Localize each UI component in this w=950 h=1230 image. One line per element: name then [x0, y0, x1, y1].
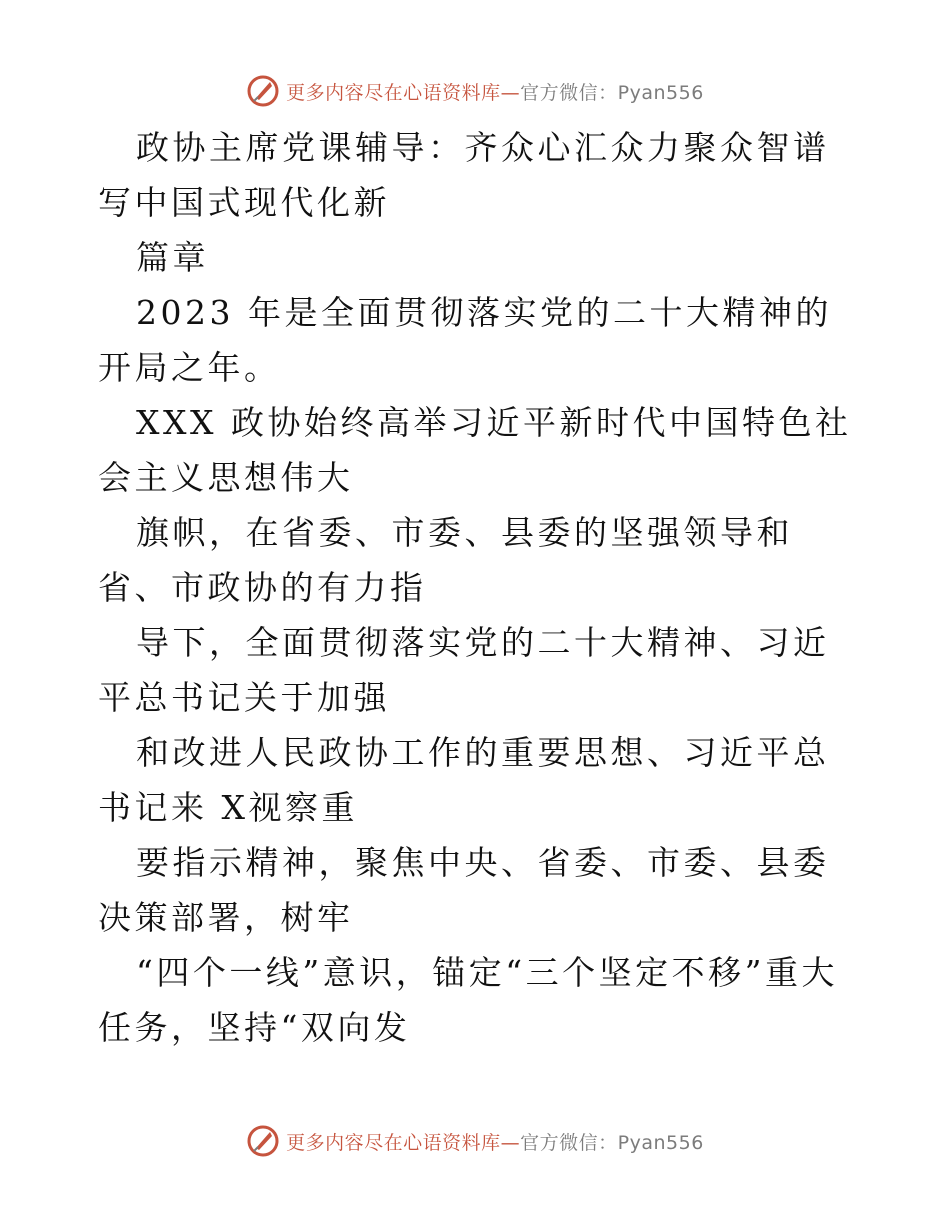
paragraph-line: 来 X视察重 [171, 788, 358, 827]
header-banner-suffix: 官方微信：Pyan556 [520, 81, 704, 104]
paragraph [98, 725, 858, 835]
paragraph-line: 导下，全面贯彻落实党的二十大精神、习近平总 [98, 623, 830, 717]
quill-logo-icon [246, 74, 280, 108]
paragraph-line: 和改进人民政协工作的重要思想、习近平总书记 [98, 733, 830, 827]
paragraph [98, 615, 858, 725]
paragraph-line: 国式现代化新 [171, 183, 390, 222]
paragraph-title [98, 120, 858, 230]
paragraph-title-continued [98, 230, 858, 285]
header-watermark-banner [0, 71, 950, 111]
header-banner-text [286, 78, 704, 105]
footer-banner-dash: — [500, 1131, 521, 1154]
header-banner-dash: — [500, 81, 521, 104]
paragraph-line: 之年。 [171, 348, 281, 387]
paragraph-line: XXX 政协始终高举习近平新时代中国特色社会主 [98, 403, 852, 497]
paragraph-line: 篇章 [136, 238, 209, 277]
footer-watermark-banner [0, 1121, 950, 1161]
paragraph [98, 945, 858, 1055]
paragraph-line: 任务，坚持“双向发 [98, 1008, 411, 1047]
paragraph [98, 285, 858, 395]
paragraph-line: 部署，树牢 [171, 898, 354, 937]
quill-logo-icon [246, 1124, 280, 1158]
paragraph-line: “四个一线”意识，锚定“三个坚定不移”重大 [136, 953, 838, 992]
paragraph-line: 义思想伟大 [171, 458, 354, 497]
paragraph-line: 书记关于加强 [171, 678, 390, 717]
paragraph-line: 旗帜，在省委、市委、县委的坚强领导和省、市 [98, 513, 793, 607]
paragraph [98, 505, 858, 615]
paragraph-line: 2023 年是全面贯彻落实党的二十大精神的开局 [98, 293, 832, 387]
header-banner-main: 更多内容尽在心语资料库 [286, 81, 501, 104]
paragraph [98, 395, 858, 505]
document-body [98, 120, 858, 1055]
paragraph-line: 政协的有力指 [207, 568, 427, 607]
footer-banner-text [286, 1128, 704, 1155]
footer-banner-main: 更多内容尽在心语资料库 [286, 1131, 501, 1154]
paragraph [98, 835, 858, 945]
paragraph-line: 要指示精神，聚焦中央、省委、市委、县委决策 [98, 843, 830, 937]
paragraph-line: 政协主席党课辅导：齐众心汇众力聚众智谱写中 [98, 128, 830, 222]
footer-banner-suffix: 官方微信：Pyan556 [520, 1131, 704, 1154]
